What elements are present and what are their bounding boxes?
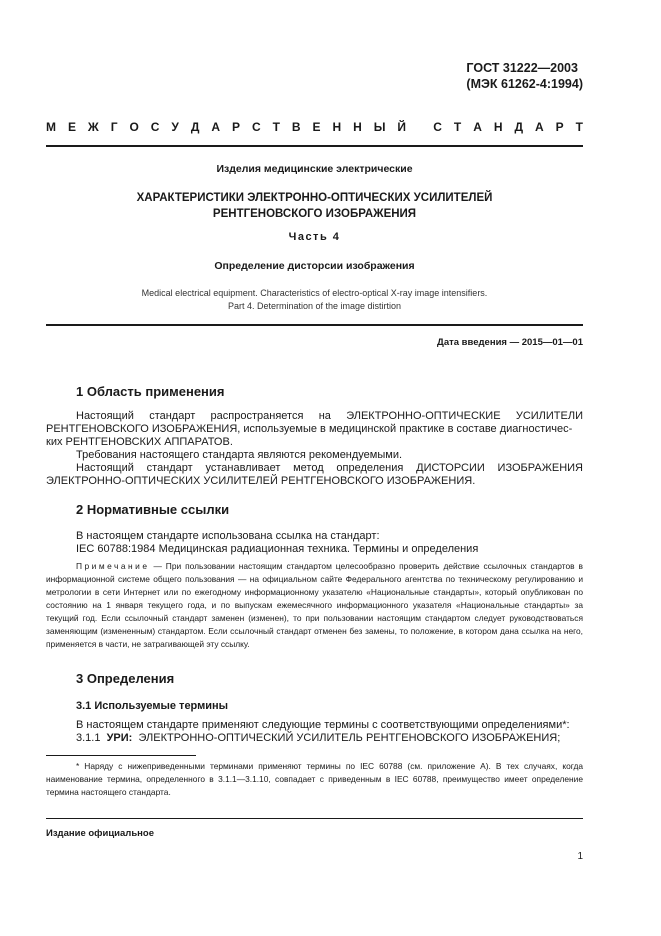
term-definition: ЭЛЕКТРОННО-ОПТИЧЕСКИЙ УСИЛИТЕЛЬ РЕНТГЕНОВСКОГО ИЗОБРАЖЕНИЯ; — [138, 732, 561, 744]
banner-letter: Ж — [87, 120, 99, 134]
banner-letter: О — [129, 120, 139, 134]
mek-number: (МЭК 61262-4:1994) — [466, 77, 583, 91]
banner-letter: А — [534, 120, 544, 134]
note-label: Примечание — [76, 561, 150, 571]
banner-letter: Ы — [373, 120, 386, 134]
section-3-heading: 3 Определения — [76, 671, 175, 686]
banner-letter: С — [150, 120, 160, 134]
term-3-1-1 — [46, 732, 583, 745]
banner-letter: Н — [493, 120, 503, 134]
banner-letter: Н — [332, 120, 342, 134]
section-2-reference: IEC 60788:1984 Медицинская радиационная техника. Термины и определения — [76, 543, 479, 555]
page-number: 1 — [577, 851, 583, 862]
banner-letter: С — [433, 120, 442, 134]
section-1-paragraph-1-end: ких РЕНТГЕНОВСКИХ АППАРАТОВ. — [46, 436, 233, 448]
section-3-1-paragraph: В настоящем стандарте применяют следующие термины с соответствующими определениями*: — [76, 719, 570, 731]
banner-letter: М — [46, 120, 56, 134]
banner-letter: Р — [555, 120, 564, 134]
main-title-line-1: ХАРАКТЕРИСТИКИ ЭЛЕКТРОННО-ОПТИЧЕСКИХ УСИЛИТЕЛЕЙ — [136, 192, 493, 204]
banner-letter: Е — [312, 120, 321, 134]
section-1-paragraph-2: Требования настоящего стандарта являются рекомендуемыми. — [76, 449, 403, 461]
section-2-heading: 2 Нормативные ссылки — [76, 502, 230, 517]
main-title-line-2: РЕНТГЕНОВСКОГО ИЗОБРАЖЕНИЯ — [212, 208, 417, 220]
banner-letter: А — [473, 120, 482, 134]
section-1-heading: 1 Область применения — [76, 384, 225, 399]
edition-label: Издание официальное — [46, 828, 154, 839]
section-2-paragraph-1: В настоящем стандарте использована ссылка на стандарт: — [76, 530, 380, 542]
footnote — [46, 760, 583, 799]
term-name: УРИ: — [106, 732, 133, 744]
banner-letter: Р — [231, 120, 240, 134]
banner-letter: Й — [397, 120, 407, 134]
introduction-date: Дата введения — 2015—01—01 — [437, 337, 583, 348]
banner-letter: Т — [272, 120, 280, 134]
middle-rule — [46, 324, 583, 326]
group-title: Изделия медицинские электрические — [216, 163, 413, 175]
term-number: 3.1.1 — [76, 732, 101, 744]
banner-letter: Т — [453, 120, 462, 134]
english-title-line-1: Medical electrical equipment. Characteristics of electro-optical X-ray image intensifiers. — [141, 288, 488, 298]
banner-letter: Д — [190, 120, 200, 134]
footnote-text: * Наряду с нижеприведенными терминами применяют термины по IEC 60788 (см. приложение А). В тех случаях, когда наименование термина, определенного в 3.1.1—3.1.10, совпадает с приведенным в IEC 60788, преимущество имеет определение термина настоящего стандарта. — [46, 761, 583, 797]
note-block — [46, 560, 583, 651]
banner-letter: Н — [353, 120, 362, 134]
footer-rule — [46, 818, 583, 819]
banner-letter: У — [171, 120, 179, 134]
section-3-1-body — [46, 719, 583, 745]
section-2-body — [46, 530, 583, 556]
banner-letter: В — [291, 120, 301, 134]
section-1-paragraph-3: Настоящий стандарт устанавливает метод определения ДИСТОРСИИ ИЗОБРАЖЕНИЯ ЭЛЕКТРОННО-ОПТИЧЕСКИХ УСИЛИТЕЛЕЙ РЕНТГЕНОВСКОГО ИЗОБРАЖЕНИЯ. — [46, 462, 583, 487]
banner-letter: А — [211, 120, 221, 134]
banner-letter: Г — [110, 120, 118, 134]
banner-letter — [418, 120, 421, 134]
subtitle: Определение дисторсии изображения — [214, 260, 415, 272]
gost-number: ГОСТ 31222—2003 — [466, 61, 578, 75]
part-title: Часть 4 — [288, 231, 341, 243]
banner-letter: С — [251, 120, 261, 134]
section-3-1-heading: 3.1 Используемые термины — [76, 700, 229, 712]
banner-letter: Е — [67, 120, 76, 134]
english-title-line-2: Part 4. Determination of the image distirtion — [227, 301, 402, 311]
section-1-body — [46, 410, 583, 488]
main-title — [46, 190, 583, 222]
footnote-rule — [46, 755, 196, 756]
note-text: — При пользовании настоящим стандартом целесообразно проверить действие ссылочных стандартов в информационной системе общего пользования — на официальном сайте Федерального агентства по техническому регулированию и метрологии в сети Интернет или по ежегодному информационному указателю «Национальные стандарты», который опубликован по состоянию на 1 января текущего года, и по выпускам ежемесячного информационного указателя «Национальные стандарты» за текущий год. Если ссылочный стандарт заменен (изменен), то при пользовании настоящим стандартом следует руководствоваться заменяющим (измененным) стандартом. Если ссылочный стандарт отменен без замены, то положение, в котором дана ссылка на него, применяется в части, не затрагивающей эту ссылку. — [46, 561, 583, 649]
english-title — [46, 287, 583, 313]
section-1-paragraph-1: Настоящий стандарт распространяется на ЭЛЕКТРОННО-ОПТИЧЕСКИЕ УСИЛИТЕЛИ РЕНТГЕНОВСКОГО ИЗОБРАЖЕНИЯ, используемые в медицинской практике в составе диагностичес- — [46, 410, 583, 435]
standard-designation — [466, 60, 583, 92]
note-paragraph — [46, 560, 583, 651]
banner-letter: Т — [575, 120, 583, 134]
interstate-standard-banner — [46, 120, 583, 134]
top-rule — [46, 145, 583, 147]
banner-letter: Д — [514, 120, 524, 134]
